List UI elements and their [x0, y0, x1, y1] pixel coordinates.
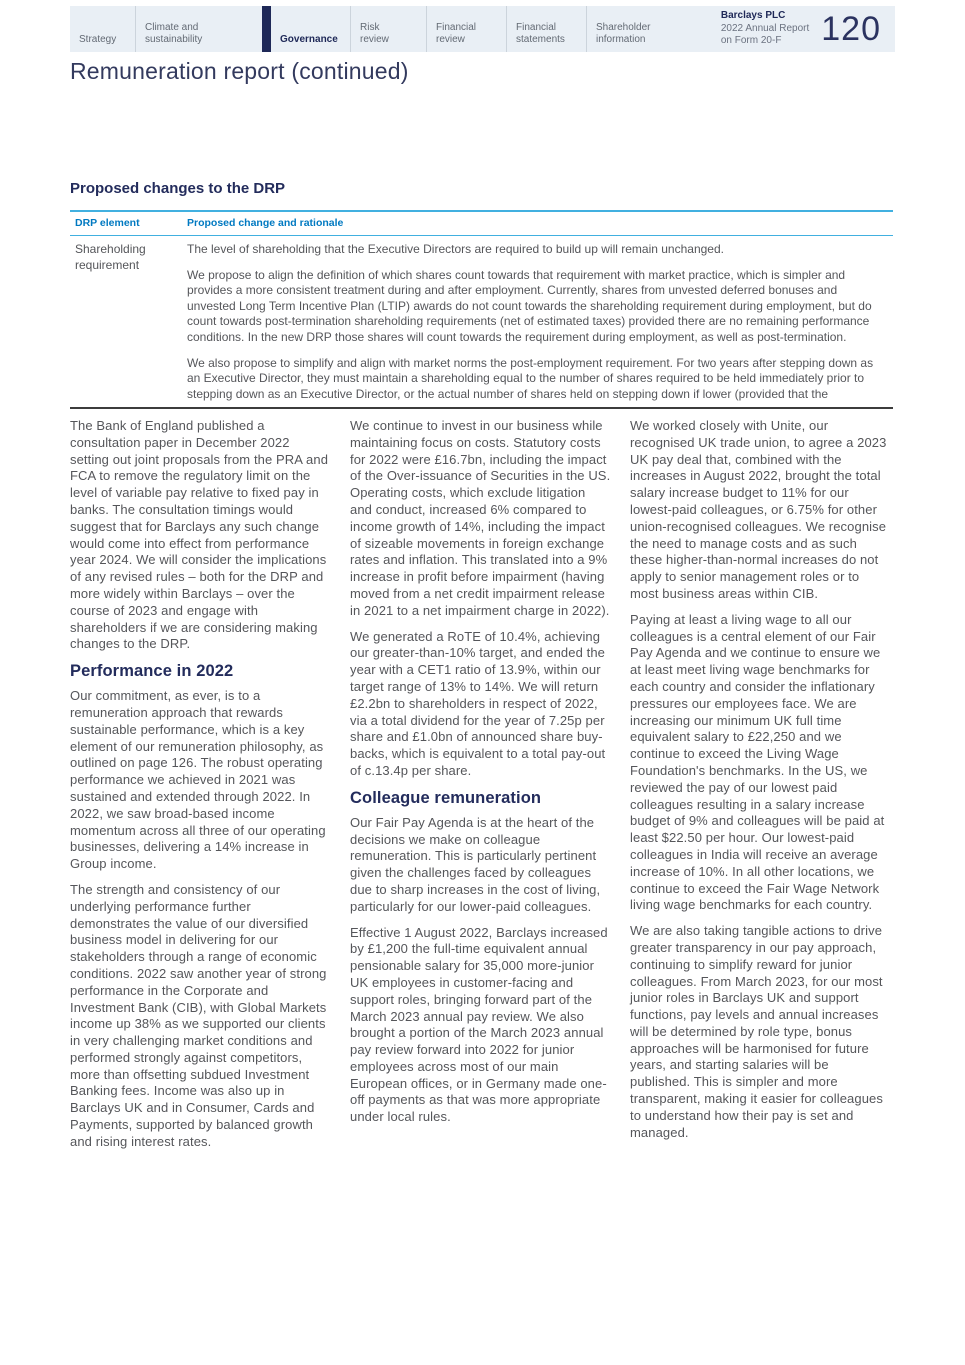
tab-label: Governance	[280, 33, 338, 45]
tab-label: Shareholder information	[596, 22, 651, 45]
body-paragraph: We are also taking tangible actions to drive greater transparency in our pay approach, continuing to simplify reward for junior colleagues. From March 2023, for our most junior roles in Barclays UK and support functions, pay levels and annual increases will be determined by role type, bonus approaches will be harmonised for future years, and starting salaries will be published. This is simpler and more transparent, making it easier for colleagues to understand how their pay is set and managed.	[630, 923, 883, 1140]
body-column-2	[350, 418, 611, 1160]
body-column-1	[70, 418, 331, 1160]
body-column-3	[630, 418, 891, 1160]
table-paragraph: We propose to align the definition of which shares count towards that requirement with market practice, which is simpler and provides a more consistent treatment during and after employment. Currently, shares from unvested deferred bonuses and unvested Long Term Incentive Plan (LTIP) awards do not count towards the shareholding requirement during employment, but do count towards post-termination shareholding requirements (net of estimated taxes) provided there are no remaining performance conditions. In the new DRP those shares will count towards the requirement during employment, as well as post-termination.	[187, 267, 872, 344]
page-number: 120	[821, 9, 881, 48]
section-nav-band	[70, 6, 895, 52]
tab-strategy[interactable]	[70, 6, 135, 52]
brand-line2: on Form 20-F	[720, 35, 782, 47]
tab-label: Risk review	[360, 22, 389, 45]
cell-proposed-change	[187, 242, 893, 407]
body-paragraph: Paying at least a living wage to all our colleagues is a central element of our Fair Pay Agenda and we continue to ensure we at least meet living wage benchmarks for each country and consider the inflationary pressures our employees face. We are increasing our minimum UK full time equivalent salary to £22,250 and we continue to exceed the Living Wage Foundation's benchmarks. In the US, we reviewed the pay of our lowest paid colleagues resulting in a salary increase budget of 9% and colleagues will be paid at least $22.50 per hour. Our lowest-paid colleagues in India will receive an average increase of 10%. In all other locations, we continue to exceed the Fair Wage Network living wage benchmarks for each country.	[630, 611, 885, 913]
section-heading-colleague-remuneration: Colleague remuneration	[350, 788, 542, 807]
drp-table	[70, 210, 893, 409]
drp-table-header-row	[70, 212, 893, 236]
tab-risk-review[interactable]	[350, 6, 426, 52]
brand-line1: 2022 Annual Report	[720, 22, 810, 34]
body-paragraph: The Bank of England published a consultation paper in December 2022 setting out joint proposals from the PRA and FCA to remove the regulatory limit on the level of variable pay relative to fixed pay in banks. The consultation timings would suggest that for Barclays any such change would come into effect from performance year 2024. We will consider the implications of any revised rules – both for the DRP and more widely within Barclays – over the course of 2023 and engage with shareholders if we are considering making changes to the DRP.	[70, 418, 329, 652]
body-paragraph: We worked closely with Unite, our recognised UK trade union, to agree a 2023 UK pay deal that, combined with the increases in August 2022, brought the total salary increase budget to 11% for our lowest-paid colleagues, or 6.75% for other union-recognised colleagues. We recognise the need to manage costs and as such these higher-than-normal increases do not apply to senior management roles or to most business areas within CIB.	[630, 418, 887, 601]
table-paragraph: The level of shareholding that the Executive Directors are required to build up will remain unchanged.	[187, 242, 724, 256]
tab-climate-and-sustainability[interactable]	[135, 6, 262, 52]
body-paragraph: Our Fair Pay Agenda is at the heart of the decisions we make on colleague remuneration. This is particularly pertinent given the challenges faced by colleagues due to sharp increases in the cost of living, particularly for our lower-paid colleagues.	[350, 814, 601, 914]
tab-shareholder-information[interactable]	[586, 6, 682, 52]
tab-financial-review[interactable]	[426, 6, 506, 52]
body-paragraph: Effective 1 August 2022, Barclays increased by £1,200 the full-time equivalent annual pensionable salary for 35,000 more-junior UK employees in customer-facing and support roles, bringing forward part of the March 2023 annual pay review. We also brought a portion of the March 2023 annual pay review forward into 2022 for junior employees across most of our main European offices, or in Germany made one-off payments as that was more appropriate under local rules.	[350, 924, 608, 1125]
active-tab-marker	[262, 6, 271, 52]
section-heading-performance-2022: Performance in 2022	[70, 662, 234, 681]
tab-governance[interactable]	[262, 6, 350, 52]
drp-changes-section	[70, 180, 893, 409]
table-paragraph: We also propose to simplify and align with market norms the post-employment requirement. For two years after stepping down as an Executive Director, they must maintain a shareholding equal to the number of shares required to be held immediately prior to stepping down as an Executive Director, or the actual number of shares held on stepping down if lower (provided that the	[187, 355, 874, 401]
tab-financial-statements[interactable]	[506, 6, 586, 52]
body-paragraph: The strength and consistency of our underlying performance further demonstrates the value of our diversified business model in delivering for our stakeholders through a range of economic conditions. 2022 saw another year of strong performance in the Corporate and Investment Bank (CIB), with Global Markets income up 38% as we supported our clients in very challenging market conditions and performed strongly against competitors, more than offsetting subdued Investment Banking fees. Income was also up in Barclays UK and in Consumer, Cards and Payments, supported by balanced growth and rising interest rates.	[70, 881, 327, 1149]
table-row	[70, 236, 893, 409]
col-header-drp-element: DRP element	[75, 217, 140, 229]
brand-name: Barclays PLC	[720, 10, 786, 22]
cell-drp-element: Shareholding requirement	[75, 242, 146, 272]
col-header-proposed-change: Proposed change and rationale	[187, 217, 344, 229]
body-paragraph: We generated a RoTE of 10.4%, achieving our greater-than-10% target, and ended the year with a CET1 ratio of 13.9%, within our target range of 13% to 14%. We will return £2.2bn to shareholders in respect of 2022, via a total dividend for the year of 7.25p per share and £1.0bn of announced share buy-backs, which is equivalent to a total pay-out of c.13.4p per share.	[350, 628, 606, 778]
tab-label: Climate and sustainability	[145, 22, 203, 45]
drp-table-heading: Proposed changes to the DRP	[70, 180, 286, 197]
body-paragraph: We continue to invest in our business while maintaining focus on costs. Statutory costs for 2022 were £16.7bn, including the impact of the Over-issuance of Securities in the US. Operating costs, which exclude litigation and conduct, increased 6% compared to income growth of 14%, including the impact of sizeable movements in foreign exchange rates and inflation. This translated into a 9% increase in profit before impairment (having moved from a net credit impairment release in 2021 to a net impairment charge in 2022).	[350, 418, 611, 618]
body-paragraph: Our commitment, as ever, is to a remuneration approach that rewards sustainable performance, which is a key element of our remuneration philosophy, as outlined on page 126. The robust operating performance we achieved in 2021 was sustained and extended through 2022. In 2022, we saw broad-based income momentum across all three of our operating businesses, delivering a 14% increase in Group income.	[70, 688, 326, 872]
tab-label: Financial review	[436, 22, 477, 45]
report-brand-block	[711, 10, 809, 48]
tab-label: Strategy	[79, 33, 117, 45]
tab-label: Financial statements	[516, 22, 565, 45]
page-title: Remuneration report (continued)	[70, 58, 409, 84]
body-columns	[70, 418, 893, 1160]
